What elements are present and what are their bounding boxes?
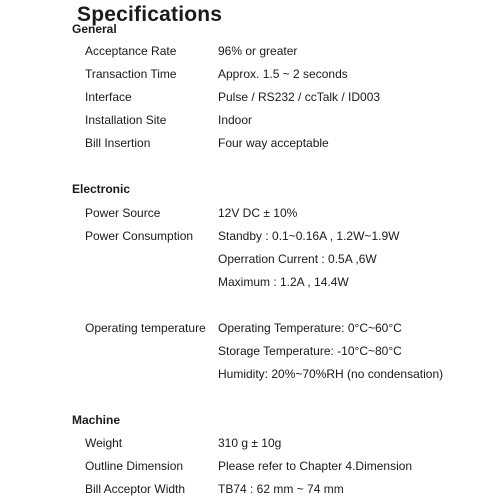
value-bill-acceptor-width: TB74 : 62 mm ~ 74 mm xyxy=(218,482,344,496)
value-humidity: Humidity: 20%~70%RH (no condensation) xyxy=(218,367,444,381)
page-title: Specifications xyxy=(77,3,223,26)
label-outline-dimension: Outline Dimension xyxy=(85,459,184,473)
value-transaction-time: Approx. 1.5 ~ 2 seconds xyxy=(218,67,348,81)
section-heading-machine: Machine xyxy=(72,413,121,427)
label-acceptance-rate: Acceptance Rate xyxy=(85,44,177,58)
value-power-source: 12V DC ± 10% xyxy=(218,206,298,220)
label-bill-acceptor-width: Bill Acceptor Width xyxy=(85,482,186,496)
section-heading-electronic: Electronic xyxy=(72,182,131,196)
label-power-source: Power Source xyxy=(85,206,161,220)
value-installation-site: Indoor xyxy=(218,113,253,127)
label-power-consumption: Power Consumption xyxy=(85,229,194,243)
value-bill-insertion: Four way acceptable xyxy=(218,136,329,150)
label-weight: Weight xyxy=(85,436,123,450)
value-operation-current: Operration Current : 0.5A ,6W xyxy=(218,252,377,266)
value-outline-dimension: Please refer to Chapter 4.Dimension xyxy=(218,459,413,473)
value-interface: Pulse / RS232 / ccTalk / ID003 xyxy=(218,90,381,104)
value-storage-temperature: Storage Temperature: -10°C~80°C xyxy=(218,344,402,358)
label-operating-temperature: Operating temperature xyxy=(85,321,206,335)
value-acceptance-rate: 96% or greater xyxy=(218,44,298,58)
label-bill-insertion: Bill Insertion xyxy=(85,136,151,150)
value-weight: 310 g ± 10g xyxy=(218,436,282,450)
label-interface: Interface xyxy=(85,90,132,104)
label-transaction-time: Transaction Time xyxy=(85,67,177,81)
value-maximum: Maximum : 1.2A , 14.4W xyxy=(218,275,349,289)
section-heading-general: General xyxy=(72,22,117,36)
value-operating-temperature: Operating Temperature: 0°C~60°C xyxy=(218,321,402,335)
value-standby: Standby : 0.1~0.16A , 1.2W~1.9W xyxy=(218,229,400,243)
label-installation-site: Installation Site xyxy=(85,113,167,127)
